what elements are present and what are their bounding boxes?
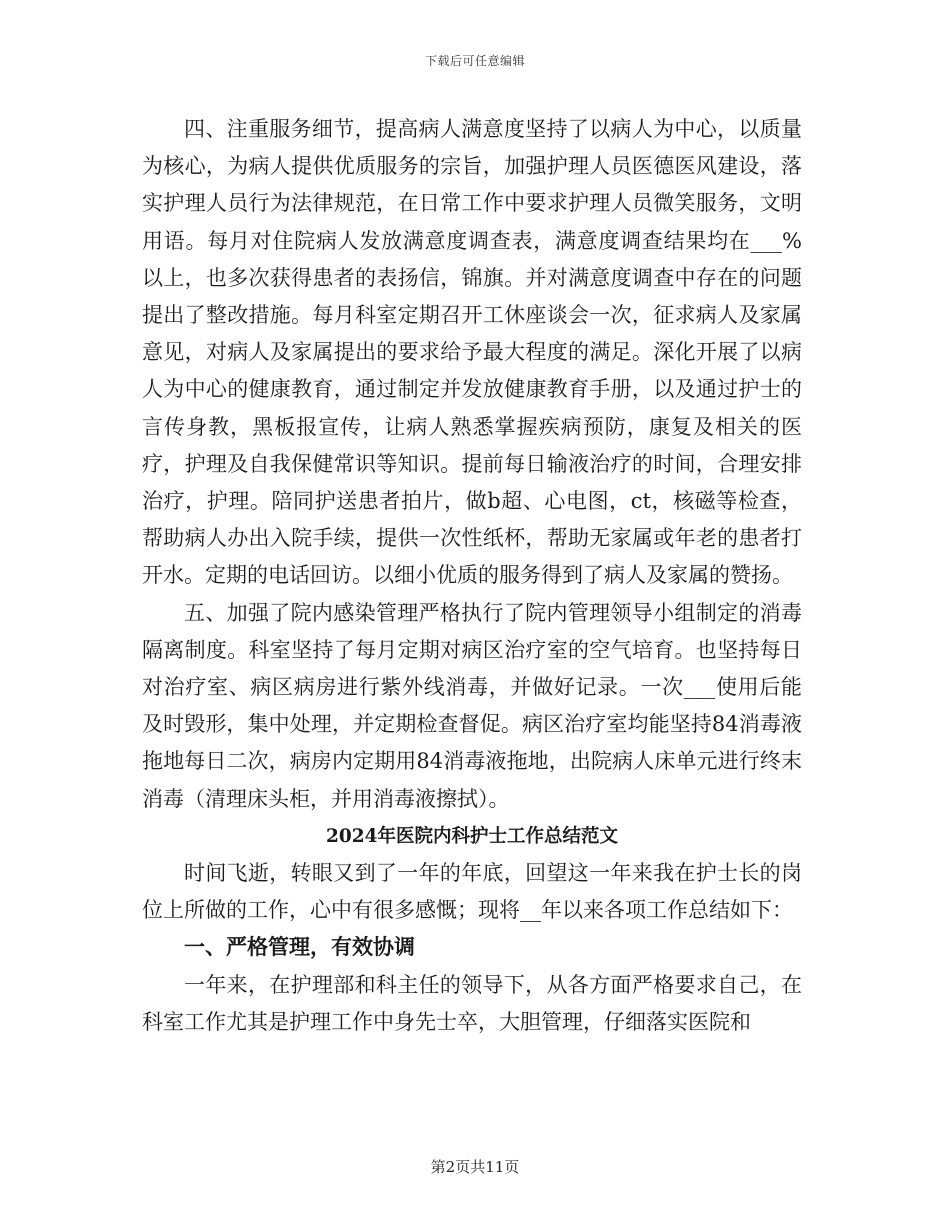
paragraph-section-1: 一年来，在护理部和科主任的领导下，从各方面严格要求自己，在科室工作尤其是护理工作中身先士卒，大胆管理，仔细落实医院和: [142, 972, 802, 1034]
paragraph-infection-control: 五、加强了院内感染管理严格执行了院内管理领导小组制定的消毒隔离制度。科室坚持了每月定期对病区治疗室的空气培育。也坚持每日对治疗室、病区病房进行紫外线消毒，并做好记录。一次___使用后能及时毁形，集中处理，并定期检查督促。病区治疗室均能坚持84消毒液拖地每日二次，病房内定期用84消毒液拖地，出院病人床单元进行终末消毒（清理床头柜，并用消毒液擦拭）。: [142, 600, 802, 811]
page-footer-number: 第2页共11页: [430, 1158, 520, 1176]
paragraph-service-details: 四、注重服务细节，提高病人满意度坚持了以病人为中心，以质量为核心，为病人提供优质服务的宗旨，加强护理人员医德医风建设，落实护理人员行为法律规范，在日常工作中要求护理人员微笑服务，文明用语。每月对住院病人发放满意度调查表，满意度调查结果均在___%以上，也多次获得患者的表扬信，锦旗。并对满意度调查中存在的问题提出了整改措施。每月科室定期召开工休座谈会一次，征求病人及家属意见，对病人及家属提出的要求给予最大程度的满足。深化开展了以病人为中心的健康教育，通过制定并发放健康教育手册，以及通过护士的言传身教，黑板报宣传，让病人熟悉掌握疾病预防，康复及相关的医疗，护理及自我保健常识等知识。提前每日输液治疗的时间，合理安排治疗，护理。陪同护送患者拍片，做b超、心电图，ct，核磁等检查，帮助病人办出入院手续，提供一次性纸杯，帮助无家属或年老的患者打开水。定期的电话回访。以细小优质的服务得到了病人及家属的赞扬。: [142, 117, 802, 588]
page-header-note: 下载后可任意编辑: [424, 54, 525, 68]
document-title: 2024年医院内科护士工作总结范文: [326, 825, 618, 847]
document-body: [142, 111, 802, 1041]
section-heading-strict-management: 一、严格管理，有效协调: [184, 935, 415, 960]
paragraph-intro: 时间飞逝，转眼又到了一年的年底，回望这一年来我在护士长的岗位上所做的工作，心中有很多感慨；现将__年以来各项工作总结如下：: [142, 861, 802, 923]
